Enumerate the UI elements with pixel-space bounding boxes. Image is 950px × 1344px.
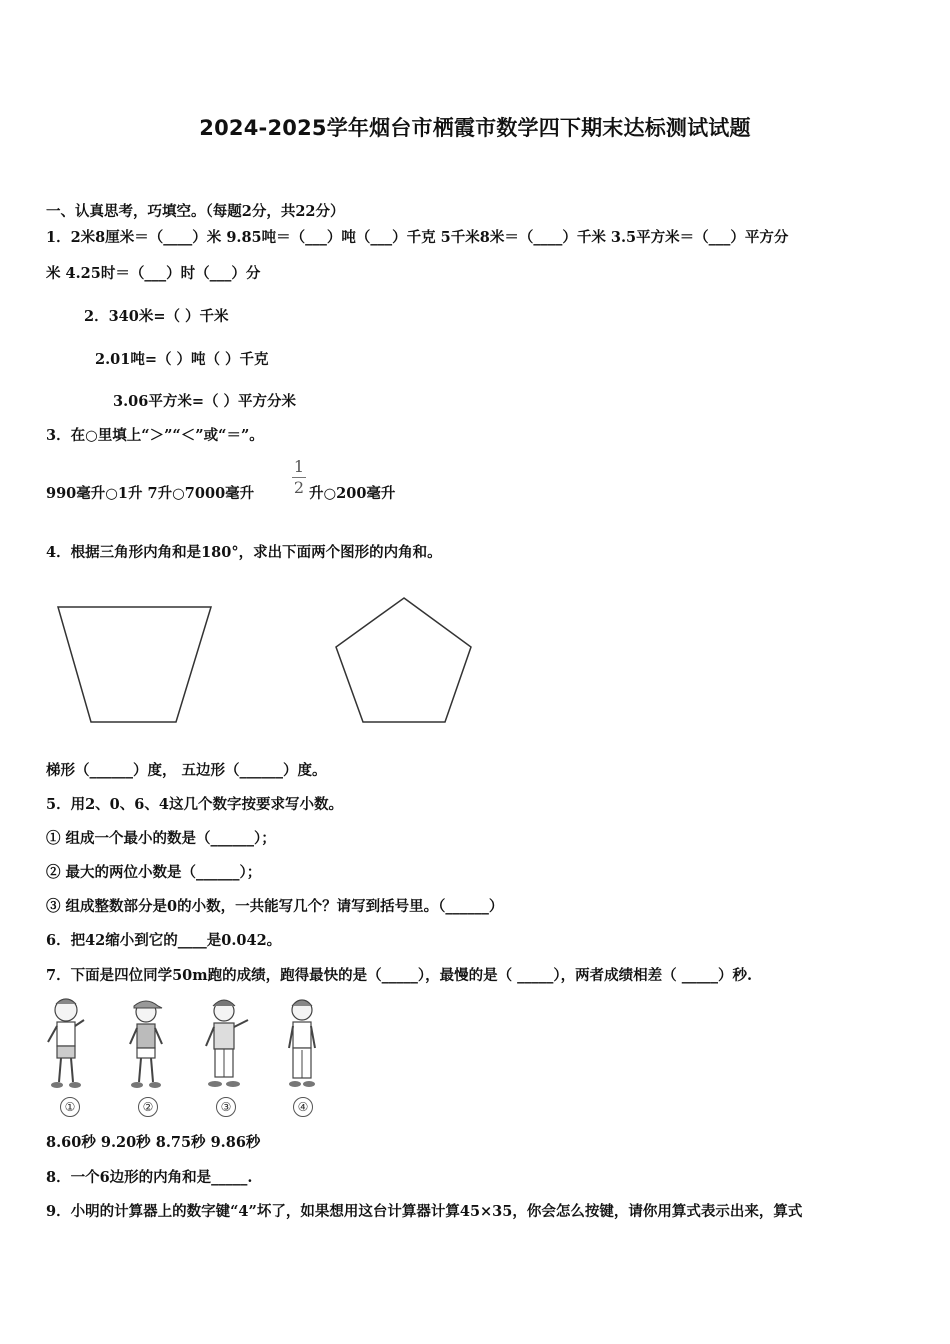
section-heading: 一、认真思考，巧填空。（每题2分，共22分） (46, 203, 345, 220)
question-6: 6．把42缩小到它的____是0.042。 (46, 932, 282, 949)
question-7: 7．下面是四位同学50m跑的成绩，跑得最快的是（_____），最慢的是（ _____），两者成绩相差（ _____）秒. (46, 967, 753, 984)
question-2-a: 2．340米=（ ）千米 (84, 308, 229, 325)
question-5: 5．用2、0、6、4这几个数字按要求写小数。 (46, 796, 343, 813)
fraction-numerator: 1 (293, 457, 305, 476)
kid-4-figure (282, 994, 327, 1094)
fraction-denominator: 2 (293, 478, 305, 497)
question-4-answer: 梯形（______）度， 五边形（______）度。 (46, 762, 327, 779)
question-3-items-b: 升○200毫升 (309, 485, 396, 502)
question-3-items-a: 990毫升○1升 7升○7000毫升 (46, 485, 255, 502)
question-9: 9．小明的计算器上的数字键“4”坏了，如果想用这台计算器计算45×35，你会怎么按键，请你用算式表示出来，算式 (46, 1203, 803, 1220)
kid-3-figure (200, 994, 255, 1094)
kid-2-figure (122, 994, 172, 1094)
page-title: 2024-2025学年烟台市栖霞市数学四下期末达标测试试题 (199, 116, 751, 140)
pentagon-figure (330, 592, 480, 730)
trapezoid-figure (50, 600, 220, 730)
question-5-part-2: ② 最大的两位小数是（______）； (46, 864, 262, 881)
question-8: 8．一个6边形的内角和是_____. (46, 1169, 253, 1186)
question-1-line-2: 米 4.25时＝（___）时（___）分 (46, 265, 261, 282)
question-5-part-3: ③ 组成整数部分是0的小数，一共能写几个？请写到括号里。（______） (46, 898, 504, 915)
kid-1-figure (44, 994, 94, 1094)
kid-3-label: ③ (216, 1097, 236, 1117)
question-7-times: 8.60秒 9.20秒 8.75秒 9.86秒 (46, 1134, 261, 1151)
kid-1-label: ① (60, 1097, 80, 1117)
pentagon-shape (336, 598, 471, 722)
trapezoid-shape (58, 607, 211, 722)
question-3: 3．在○里填上“＞”“＜”或“＝”。 (46, 427, 264, 444)
question-2-c: 3.06平方米=（ ）平方分米 (113, 393, 297, 410)
question-5-part-1: ① 组成一个最小的数是（______）； (46, 830, 276, 847)
kid-2-label: ② (138, 1097, 158, 1117)
fraction-one-half (292, 458, 306, 497)
question-1-line-1: 1．2米8厘米＝（____）米 9.85吨＝（___）吨（___）千克 5千米8米＝（____）千米 3.5平方米＝（___）平方分 (46, 229, 789, 246)
kid-4-label: ④ (293, 1097, 313, 1117)
question-4: 4．根据三角形内角和是180°，求出下面两个图形的内角和。 (46, 544, 442, 561)
question-2-b: 2.01吨=（ ）吨（ ）千克 (95, 351, 269, 368)
